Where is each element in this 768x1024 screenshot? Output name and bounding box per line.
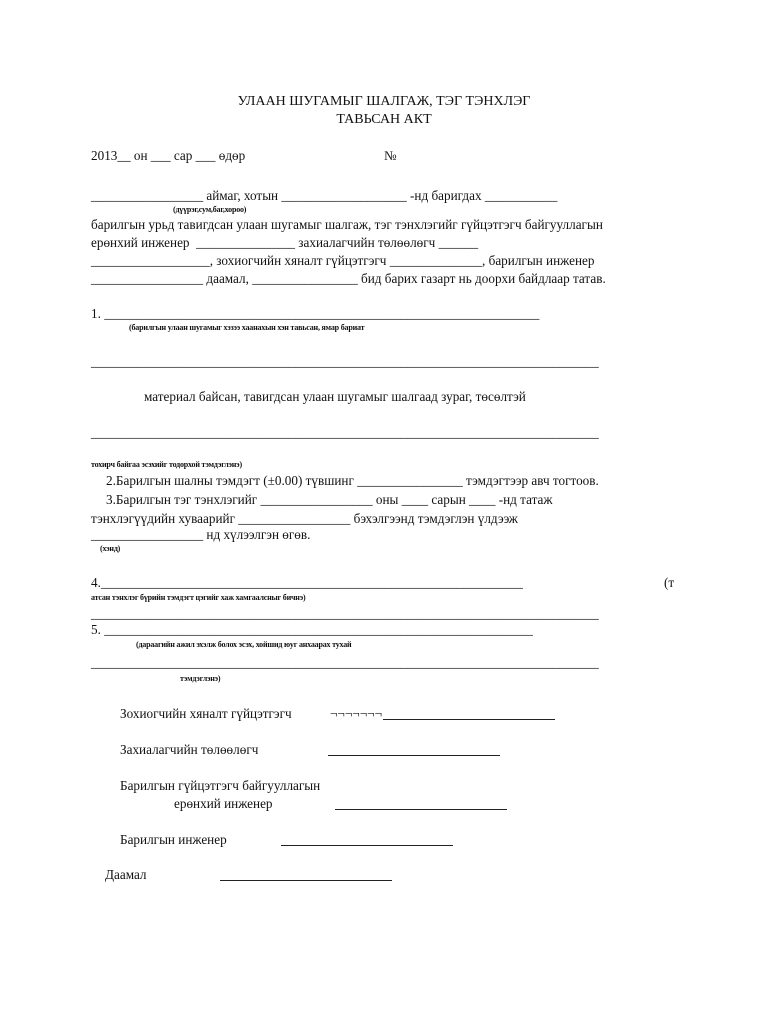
para1-line1: _________________ аймаг, хотын ___________________ -нд баригдах ___________ (91, 188, 558, 203)
para1-line3: ерөнхий инженер _______________ захиалагчийн төлөөлөгч ______ (91, 235, 479, 250)
item5-hint: (дараагийн ажил эхэлж болох эсэх, хойшид юуг анхаарах тухай (136, 640, 352, 649)
date-line: 2013__ он ___ сар ___ өдөр (91, 148, 246, 163)
signature-author-supervision-label: Зохиогчийн хяналт гүйцэтгэгч (120, 706, 292, 721)
item3-hint: (хэнд) (100, 544, 121, 553)
signature-foreman-line (220, 880, 392, 881)
item1-line2: _____________________________________________________________________________ (91, 354, 599, 369)
item1-line: 1. __________________________________________________________________ (91, 306, 540, 321)
signature-contractor-label-line2: ерөнхий инженер (174, 796, 273, 811)
item4-hint: атсан тэнхлэг бүрийн тэмдэгт цэгийг хаж хамгаалсныг бичнэ) (91, 593, 306, 602)
para1-hint1: (дүүрэг,сум,баг,хороо) (173, 205, 247, 214)
number-label: № (384, 148, 397, 163)
item2-text: 2.Барилгын шалны тэмдэгт (±0.00) түвшинг ________________ тэмдэгтээр авч тогтоов. (106, 473, 599, 488)
item1-hint: (барилгын улаан шугамыг хэзээ хаанахын хэн тавьсан, ямар бариат (129, 323, 365, 332)
item5-hint2: тэмдэглэнэ) (180, 674, 221, 683)
signature-client-rep-line (328, 755, 500, 756)
item1-text: материал байсан, тавигдсан улаан шугамыг шалгаад зураг, төсөлтэй (144, 389, 526, 404)
para1-line5: _________________ даамал, ________________ бид барих газарт нь доорхи байдлаар татав. (91, 271, 606, 286)
signature-client-rep-label: Захиалагчийн төлөөлөгч (120, 742, 259, 757)
signature-author-marks: ¬¬¬¬¬¬¬ (330, 706, 383, 721)
signature-contractor-line (335, 809, 507, 810)
item1-hint2: тохирч байгаа эсэхийг тодорхой тэмдэглэнэ) (91, 460, 242, 469)
signature-foreman-label: Даамал (105, 867, 147, 882)
item3-line2: тэнхлэгүүдийн хуваарийг _________________ бэхэлгээнд тэмдэглэн үлдээж (91, 511, 518, 526)
document-title-line2: ТАВЬСАН АКТ (336, 112, 432, 127)
signature-author-supervision-line (383, 719, 555, 720)
para1-line2: барилгын урьд тавигдсан улаан шугамыг шалгаж, тэг тэнхлэгийг гүйцэтгэгч байгууллагын (91, 217, 603, 232)
signature-contractor-label-line1: Барилгын гүйцэтгэгч байгууллагын (120, 778, 321, 793)
item5-line2: _____________________________________________________________________________ (91, 655, 599, 670)
document-title-line1: УЛААН ШУГАМЫГ ШАЛГАЖ, ТЭГ ТЭНХЛЭГ (237, 94, 531, 109)
signature-engineer-line (281, 845, 453, 846)
item3-line1: 3.Барилгын тэг тэнхлэгийг _________________ оны ____ сарын ____ -нд татаж (106, 492, 553, 507)
para1-line4: __________________, зохиогчийн хяналт гүйцэтгэгч ______________, барилгын инженер (91, 253, 595, 268)
signature-engineer-label: Барилгын инженер (120, 832, 227, 847)
item4-side: (т (664, 575, 675, 590)
item5-line: 5. _________________________________________________________________ (91, 622, 533, 637)
item4-line2: _____________________________________________________________________________ (91, 606, 599, 621)
item4-line: 4.________________________________________________________________ (91, 575, 523, 590)
item1-line3: _____________________________________________________________________________ (91, 425, 599, 440)
item3-line3: _________________ нд хүлээлгэн өгөв. (91, 527, 311, 542)
